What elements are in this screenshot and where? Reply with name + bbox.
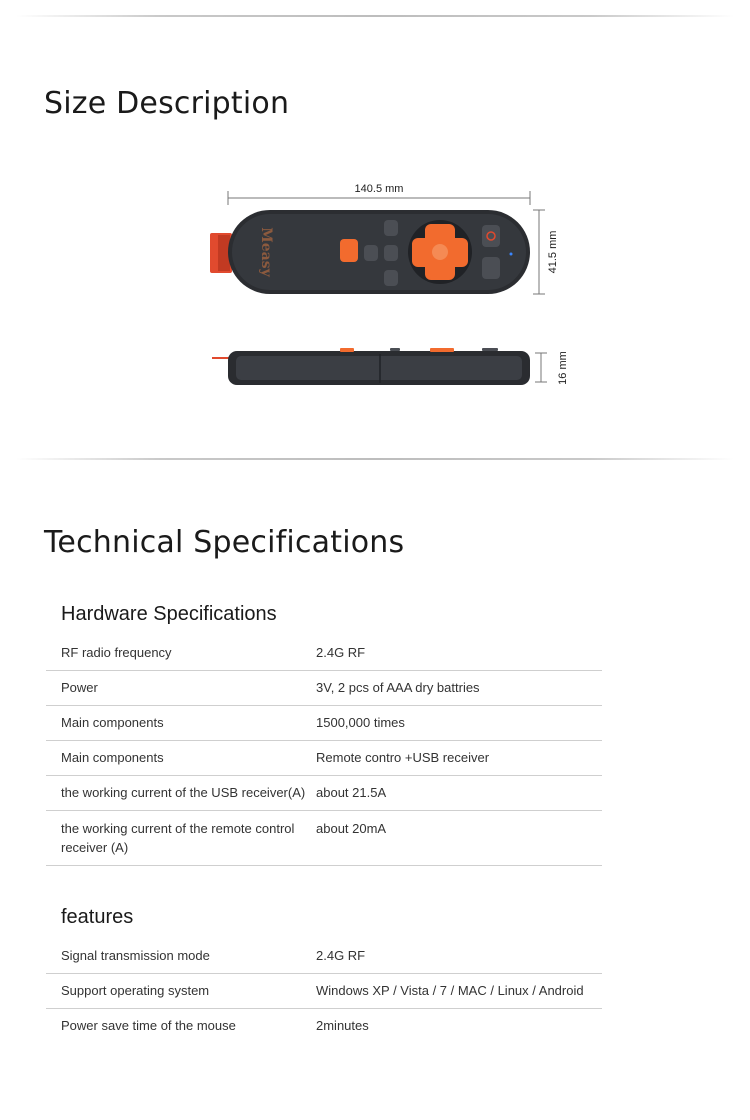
table-row [46, 671, 602, 706]
feature-value: Windows XP / Vista / 7 / MAC / Linux / Android [316, 974, 602, 1009]
table-row [46, 811, 602, 866]
feature-value: 2.4G RF [316, 939, 602, 974]
remote-size-diagram [200, 170, 600, 400]
spec-value: 2.4G RF [316, 636, 602, 671]
remote-top-view [210, 210, 530, 294]
feature-label: Signal transmission mode [46, 939, 316, 974]
table-row [46, 974, 602, 1009]
spec-value: 3V, 2 pcs of AAA dry battries [316, 671, 602, 706]
spec-value: 1500,000 times [316, 706, 602, 741]
features-table [46, 939, 602, 1043]
table-row [46, 741, 602, 776]
brand-logo: Measy [258, 227, 274, 277]
width-label: 41.5 mm [547, 230, 559, 274]
remote-side-view [212, 348, 530, 385]
top-divider [16, 15, 734, 17]
length-dimension [228, 183, 530, 205]
hardware-specifications-title: Hardware Specifications [61, 603, 277, 625]
feature-value: 2minutes [316, 1018, 369, 1033]
features-title: features [61, 906, 134, 928]
technical-specifications-title: Technical Specifications [44, 525, 405, 560]
spec-value: Remote contro +USB receiver [316, 741, 602, 776]
size-description-title: Size Description [44, 86, 290, 121]
thickness-dimension [535, 351, 569, 385]
middle-divider [16, 458, 734, 460]
table-row [46, 706, 602, 741]
length-label: 140.5 mm [354, 183, 404, 195]
thickness-label: 16 mm [557, 351, 569, 385]
spec-label: Main components [46, 741, 316, 776]
table-row [46, 636, 602, 671]
spec-value: about 20mA [316, 811, 602, 866]
spec-label: the working current of the USB receiver(A) [46, 776, 316, 811]
spec-label: the working current of the remote control receiver (A) [46, 811, 316, 866]
feature-label: Support operating system [46, 974, 316, 1009]
table-row [46, 1009, 602, 1044]
table-row [46, 939, 602, 974]
hardware-spec-table [46, 636, 602, 866]
width-dimension [533, 210, 559, 294]
table-row [46, 776, 602, 811]
spec-label: Main components [46, 706, 316, 741]
spec-label: Power [46, 671, 316, 706]
feature-label: Power save time of the mouse [61, 1018, 236, 1033]
spec-label: RF radio frequency [46, 636, 316, 671]
spec-value: about 21.5A [316, 776, 602, 811]
